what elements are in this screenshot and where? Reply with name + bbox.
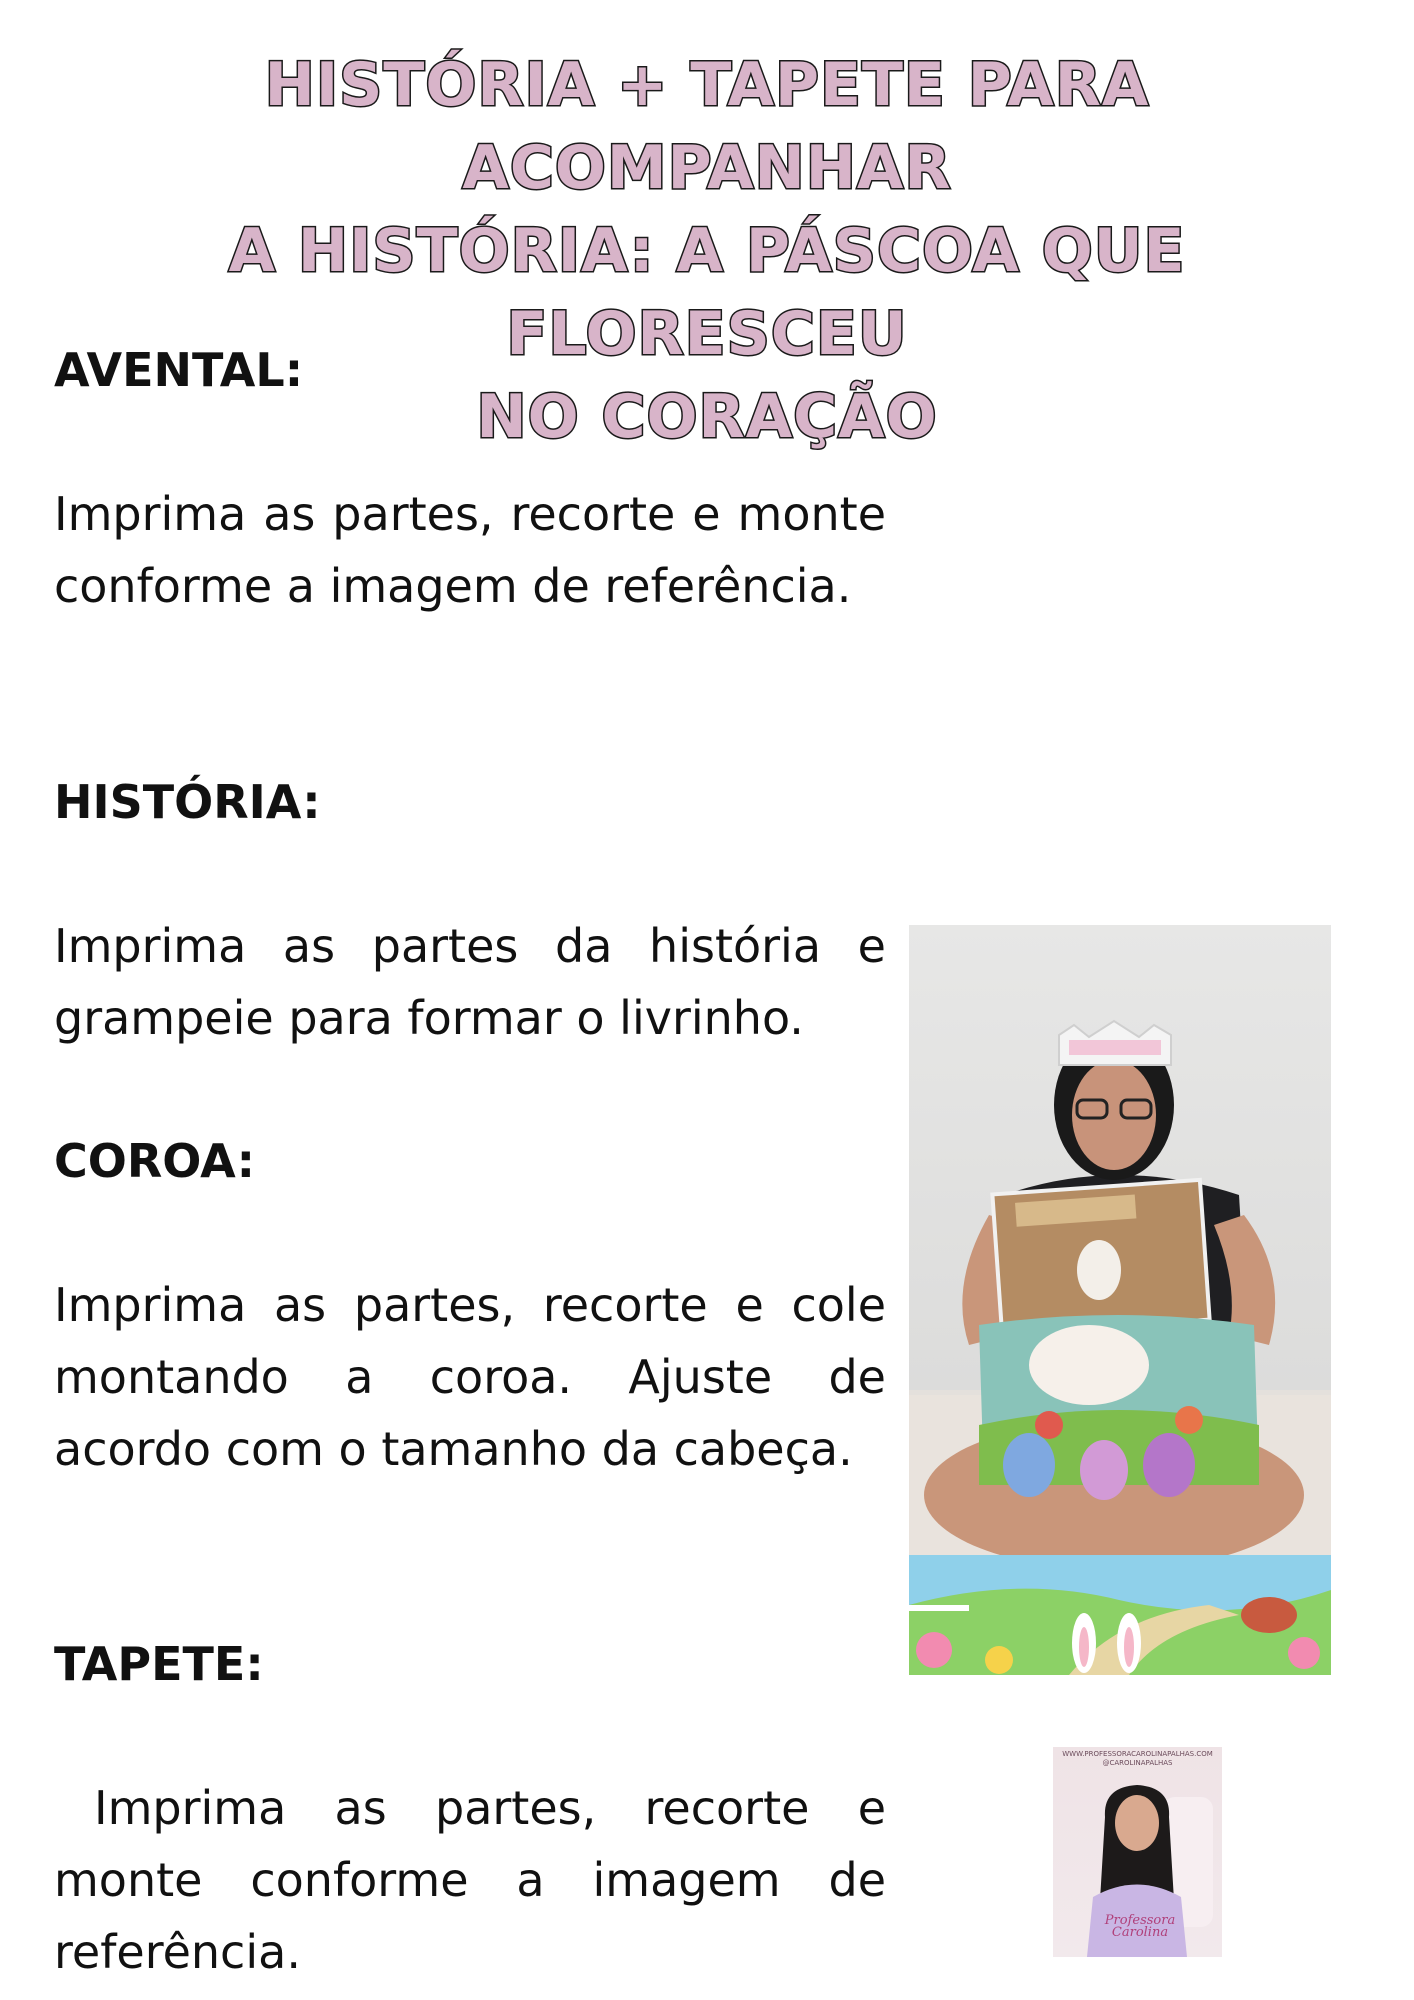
section-heading-tapete: TAPETE: bbox=[54, 1637, 264, 1691]
section-body-avental: Imprima as partes, recorte e monte conforme a imagem de referência. bbox=[54, 487, 886, 613]
reference-photo bbox=[909, 925, 1331, 1675]
profile-url-text: WWW.PROFESSORACAROLINAPALHAS.COM bbox=[1062, 1750, 1213, 1758]
title-line-1: HISTÓRIA + TAPETE PARA ACOMPANHAR bbox=[264, 50, 1150, 203]
section-body-tapete: Imprima as partes, recorte e monte conforme a imagem de referência. bbox=[54, 1781, 886, 1979]
title-line-2: A HISTÓRIA: A PÁSCOA QUE FLORESCEU bbox=[228, 216, 1186, 369]
reference-photo-illustration bbox=[909, 925, 1331, 1675]
author-profile-image bbox=[1053, 1747, 1222, 1957]
section-heading-historia: HISTÓRIA: bbox=[54, 775, 321, 829]
section-body-coroa: Imprima as partes, recorte e cole montando a coroa. Ajuste de acordo com o tamanho da cabeça. bbox=[54, 1278, 886, 1476]
section-heading-coroa: COROA: bbox=[54, 1134, 256, 1188]
profile-brand-text bbox=[1095, 1915, 1185, 1939]
section-heading-avental: AVENTAL: bbox=[54, 343, 304, 397]
title-line-3: NO CORAÇÃO bbox=[476, 382, 938, 452]
section-body-historia: Imprima as partes da história e grampeie para formar o livrinho. bbox=[54, 919, 886, 1045]
profile-brand-line-1: Professora bbox=[1104, 1913, 1176, 1928]
profile-handle-text: @CAROLINAPALHAS bbox=[1102, 1759, 1173, 1767]
profile-brand-line-2: Carolina bbox=[1111, 1925, 1169, 1940]
